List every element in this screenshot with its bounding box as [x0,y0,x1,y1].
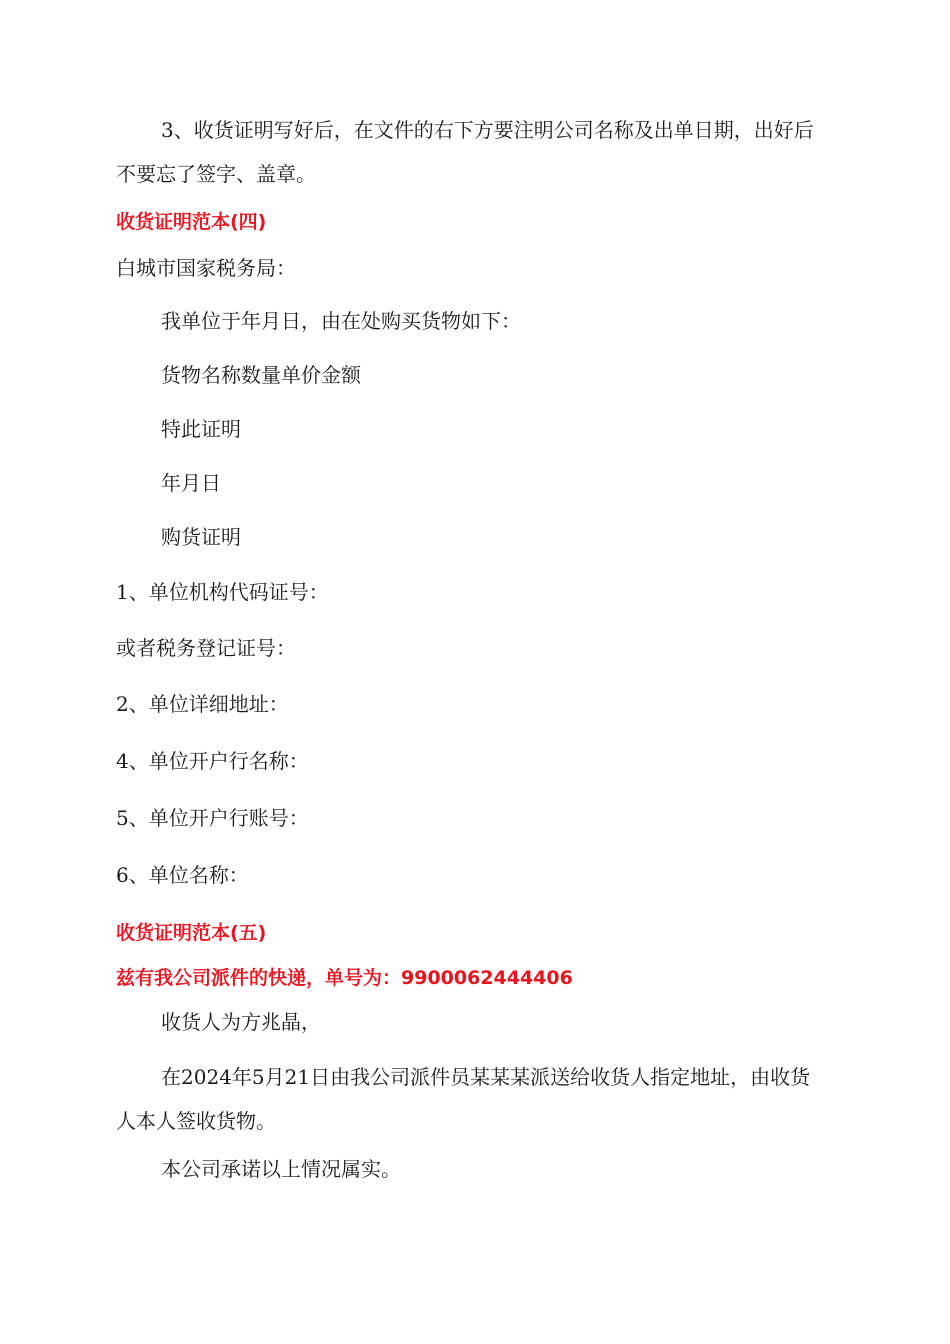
section-4-line-3: 特此证明 [161,417,241,441]
section-4-field-1: 1、单位机构代码证号： [116,580,329,604]
section-4-field-1b: 或者税务登记证号： [116,636,296,660]
section-4-field-5: 5、单位开户行账号： [116,806,309,830]
section-5-subheading: 兹有我公司派件的快递，单号为：9900062444406 [116,967,573,989]
intro-point-3: 3、收货证明写好后，在文件的右下方要注明公司名称及出单日期，出好后不要忘了签字、盖章。 [116,118,814,186]
section-4-line-4: 年月日 [161,471,221,495]
section-4-field-4: 4、单位开户行名称： [116,749,309,773]
section-5-line-3: 本公司承诺以上情况属实。 [161,1157,401,1181]
section-4-field-6: 6、单位名称： [116,863,249,887]
section-5-line-1: 收货人为方兆晶， [161,1010,321,1034]
section-5-line-2: 在2024年5月21日由我公司派件员某某某派送给收货人指定地址，由收货人本人签收货物。 [116,1065,811,1133]
section-4-line-1: 我单位于年月日，由在处购买货物如下： [161,309,521,333]
section-5-heading: 收货证明范本(五) [116,922,267,944]
section-4-field-2: 2、单位详细地址： [116,692,289,716]
section-4-addressee: 白城市国家税务局： [116,256,296,280]
section-4-heading: 收货证明范本(四) [116,211,267,233]
section-4-line-5: 购货证明 [161,525,241,549]
section-4-line-2: 货物名称数量单价金额 [161,363,361,387]
